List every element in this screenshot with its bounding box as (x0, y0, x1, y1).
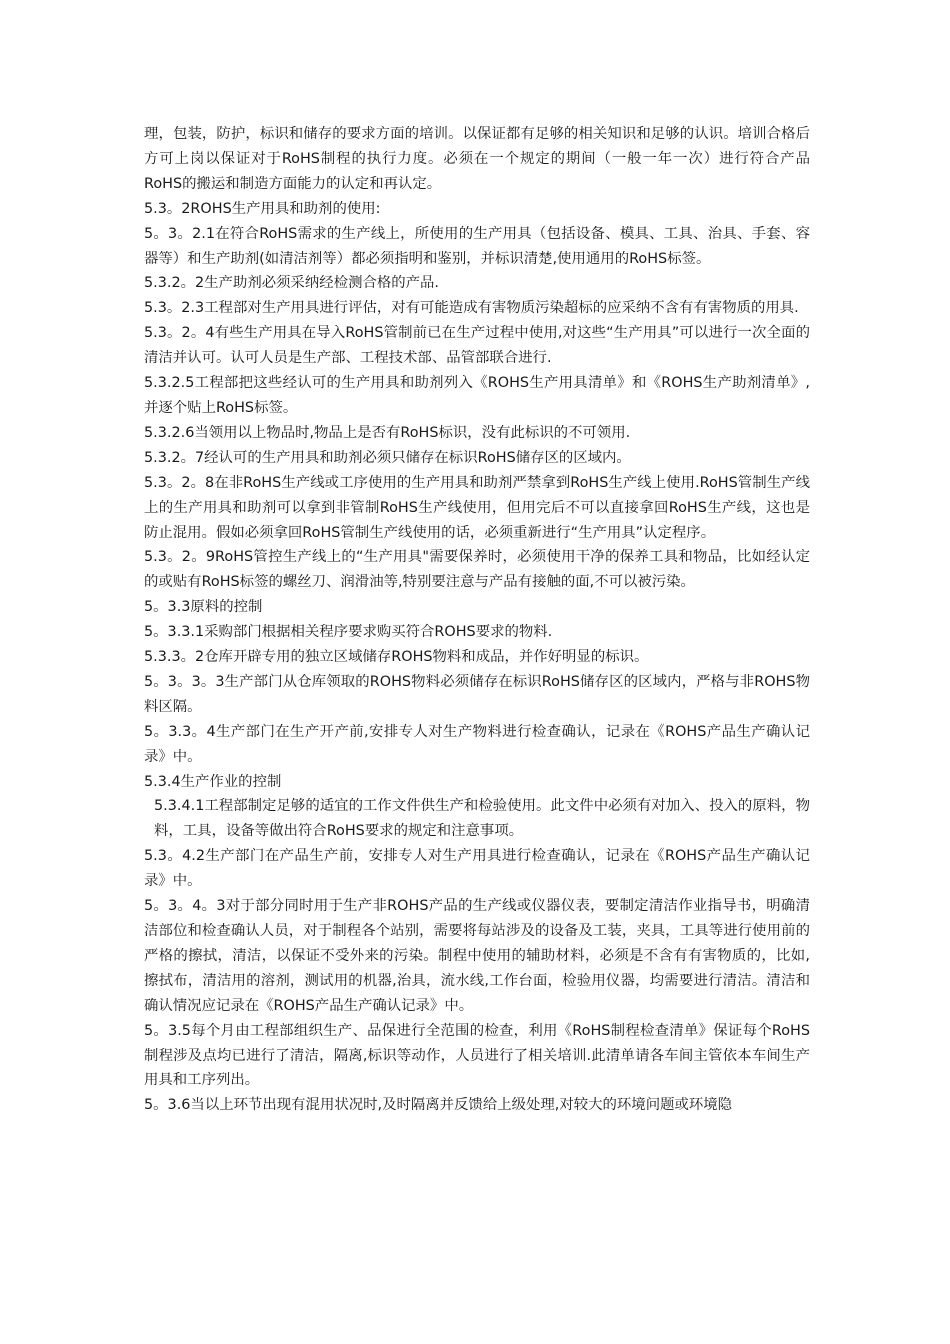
paragraph-5-3-3-1: 5。3.3.1采购部门根据相关程序要求购买符合ROHS要求的物料. (144, 624, 553, 641)
document-body (144, 122, 810, 1118)
paragraph-5-3-2-5: 5.3.2.5工程部把这些经认可的生产用具和助剂列入《ROHS生产用具清单》和《ROHS生产助剂清单》,并逐个贴上RoHS标签。 (144, 375, 810, 416)
paragraph-training: 理，包装，防护，标识和储存的要求方面的培训。以保证都有足够的相关知识和足够的认识。培训合格后方可上岗以保证对于RoHS制程的执行力度。必须在一个规定的期间（一般一年一次）进行符合产品RoHS的搬运和制造方面能力的认定和再认定。 (144, 126, 810, 192)
paragraph-5-3-4-1: 5.3.4.1工程部制定足够的适宜的工作文件供生产和检验使用。此文件中必须有对加入、投入的原料，物料，工具，设备等做出符合RoHS要求的规定和注意事项。 (154, 798, 810, 840)
paragraph-5-3-3-3: 5。3。3。3生产部门从仓库领取的ROHS物料必须储存在标识RoHS储存区的区域内，严格与非ROHS物料区隔。 (144, 673, 810, 715)
paragraph-5-3-2-8: 5.3。2。8在非RoHS生产线或工序使用的生产用具和助剂严禁拿到RoHS生产线上使用.RoHS管制生产线上的生产用具和助剂可以拿到非管制RoHS生产线使用，但用完后不可以直接拿回RoHS生产线，这也是防止混用。假如必须拿回RoHS管制生产线使用的话，必须重新进行“生产用具”认定程序。 (144, 474, 810, 541)
paragraph-5-3-4-3: 5。3。4。3对于部分同时用于生产非ROHS产品的生产线或仪器仪表，要制定清洁作业指导书，明确清洁部位和检查确认人员，对于制程各个站别，需要将每站涉及的设备及工装，夹具，工具等进行使用前的严格的擦拭，清洁，以保证不受外来的污染。制程中使用的辅助材料，必须是不含有有害物质的，比如,擦拭布，清洁用的溶剂，测试用的机器,治具，流水线,工作台面，检验用仪器，均需要进行清洁。清洁和确认情况应记录在《ROHS产品生产确认记录》中。 (144, 898, 810, 1014)
paragraph-5-3-3-4: 5。3.3。4生产部门在生产开产前,安排专人对生产物料进行检查确认，记录在《ROHS产品生产确认记录》中。 (144, 723, 810, 765)
heading-5-3-2: 5.3。2ROHS生产用具和助剂的使用: (144, 200, 381, 217)
paragraph-5-3-2-1: 5。3。2.1在符合RoHS需求的生产线上，所使用的生产用具（包括设备、模具、工具、治具、手套、容器等）和生产助剂(如清洁剂等）都必须指明和鉴别，并标识清楚,使用通用的RoHS标签。 (144, 225, 810, 267)
paragraph-5-3-2-4: 5.3。2。4有些生产用具在导入RoHS管制前已在生产过程中使用,对这些“生产用具”可以进行一次全面的清洁并认可。认可人员是生产部、工程技术部、品管部联合进行. (144, 325, 810, 367)
paragraph-5-3-2-6: 5.3.2.6当领用以上物品时,物品上是否有RoHS标识，没有此标识的不可领用. (144, 424, 631, 441)
paragraph-5-3-2-3: 5.3。2.3工程部对生产用具进行评估，对有可能造成有害物质污染超标的应采纳不含有有害物质的用具. (144, 300, 799, 317)
paragraph-5-3-3-2: 5.3.3。2仓库开辟专用的独立区域储存ROHS物料和成品，并作好明显的标识。 (144, 649, 649, 666)
paragraph-5-3-6: 5。3.6当以上环节出现有混用状况时,及时隔离并反馈给上级处理,对较大的环境问题或环境隐 (144, 1097, 733, 1114)
paragraph-5-3-2-2: 5.3.2。2生产助剂必须采纳经检测合格的产品. (144, 275, 439, 292)
paragraph-5-3-5: 5。3.5每个月由工程部组织生产、品保进行全范围的检查，利用《RoHS制程检查清单》保证每个RoHS制程涉及点均已进行了清洁，隔离,标识等动作，人员进行了相关培训.此清单请各车间主管依本车间生产用具和工序列出。 (144, 1022, 810, 1089)
paragraph-5-3-2-7: 5.3.2。7经认可的生产用具和助剂必须只储存在标识RoHS储存区的区域内。 (144, 449, 631, 466)
paragraph-5-3-4-2: 5.3。4.2生产部门在产品生产前，安排专人对生产用具进行检查确认，记录在《ROHS产品生产确认记录》中。 (144, 848, 810, 890)
paragraph-5-3-2-9: 5.3。2。9RoHS管控生产线上的“生产用具"需要保养时，必须使用干净的保养工具和物品，比如经认定的或贴有RoHS标签的螺丝刀、润滑油等,特别要注意与产品有接触的面,不可以被污染。 (144, 549, 810, 591)
heading-5-3-4: 5.3.4生产作业的控制 (144, 773, 282, 790)
heading-5-3-3: 5。3.3原料的控制 (144, 599, 263, 616)
